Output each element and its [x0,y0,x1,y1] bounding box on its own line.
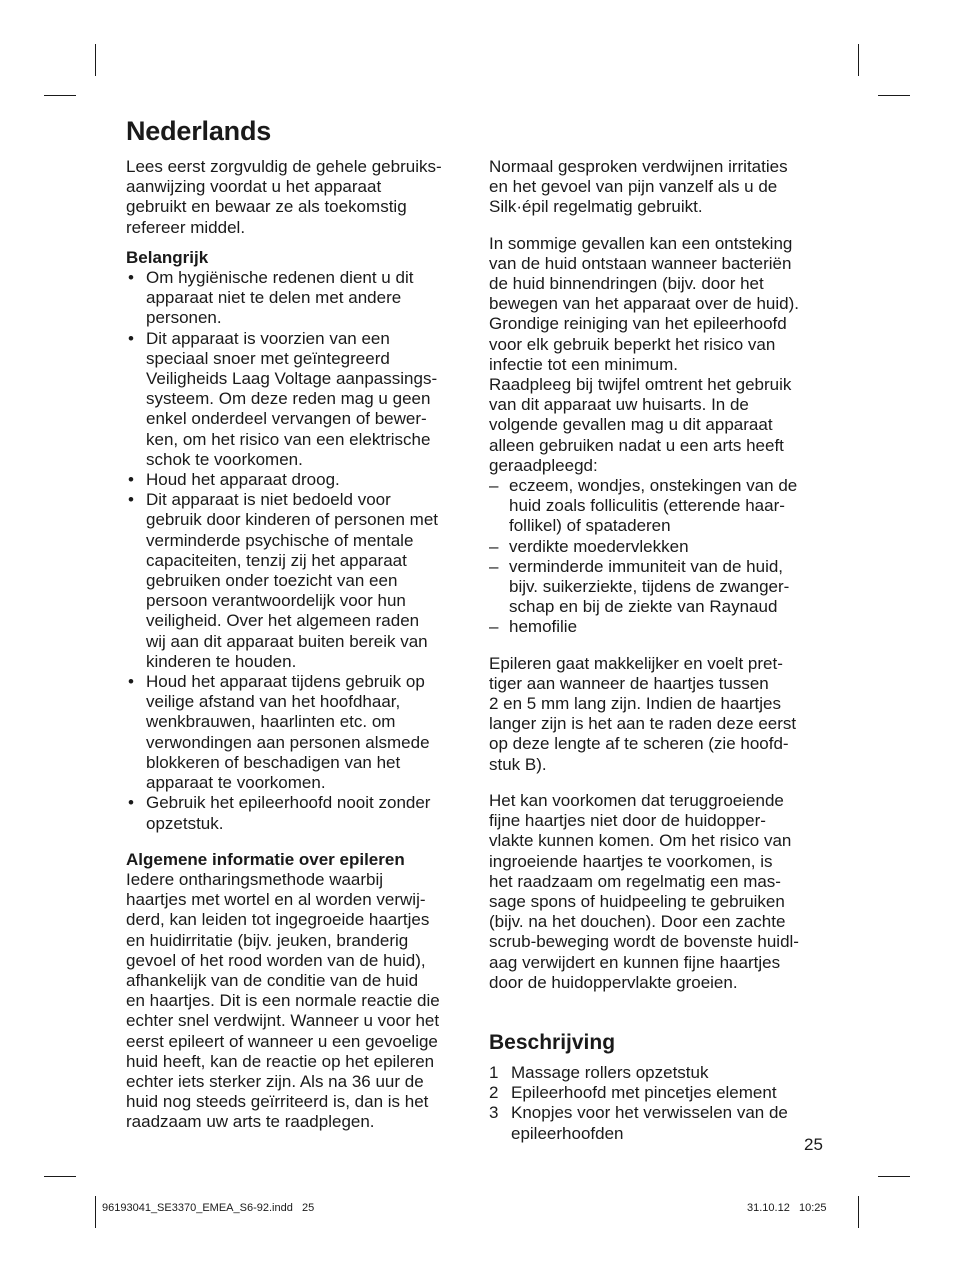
text-line: gevoel of het rood worden van de huid), [126,950,426,970]
text-line: gebruiken onder toezicht van een [146,571,398,591]
text-line: enkel onderdeel vervangen of bewer- [146,409,427,429]
text-line: Gebruik het epileerhoofd nooit zonder [146,793,431,813]
text-line: blokkeren of beschadigen van het [146,752,401,772]
text-line: raadzaam uw arts te raadplegen. [126,1112,375,1132]
text-line: op deze lengte af te scheren (zie hoofd- [489,734,789,754]
list-marker: • [128,793,134,813]
text-line: systeem. Om deze reden mag u geen [146,389,431,409]
text-line: aag verwijdert en kunnen fijne haartjes [489,952,781,972]
description-heading: Beschrijving [489,1030,616,1054]
text-line: hemofilie [509,617,578,637]
crop-mark [44,95,76,96]
text-line: opzetstuk. [146,813,224,833]
crop-mark [95,44,96,76]
dash-item [489,476,834,537]
list-marker: • [128,490,134,510]
text-line: van de huid ontstaan wanneer bacteriën [489,253,792,273]
list-marker: – [489,617,499,637]
text-line: Dit apparaat is niet bedoeld voor [146,490,391,510]
text-line: capaciteiten, tenzij zij het apparaat [146,550,407,570]
text-line: afhankelijk van de conditie van de huid [126,970,419,990]
text-line: en het gevoel van pijn vanzelf als u de [489,177,778,197]
list-marker: • [128,470,134,490]
list-marker: • [128,328,134,348]
text-line: de huid binnendringen (bijv. door het [489,274,764,294]
general-info-heading: Algemene informatie over epileren [126,849,405,869]
text-line: refereer middel. [126,217,246,237]
text-line: haartjes met wortel en al worden verwij- [126,890,426,910]
text-line: Om hygiënische redenen dient u dit [146,268,414,288]
text-line: gebruikt en bewaar ze als toekomstig [126,197,407,217]
dash-item [489,617,834,637]
text-line: huid zoals folliculitis (etterende haar- [509,496,785,516]
page-number: 25 [804,1135,823,1154]
bullet-item [126,329,471,470]
text-line: eczeem, wondjes, onstekingen van de [509,476,798,496]
text-line: veilige afstand van het hoofdhaar, [146,692,401,712]
text-line: (bijv. na het douchen). Door een zachte [489,912,786,932]
text-line: wenkbrauwen, haarlinten etc. om [146,712,396,732]
intro-paragraph [126,157,471,238]
infection-paragraph [489,234,834,476]
text-line: Silk·épil regelmatig gebruikt. [489,197,703,217]
text-line: verdikte moedervlekken [509,536,689,556]
footer-file-info: 96193041_SE3370_EMEA_S6-92.indd 25 [102,1202,315,1214]
left-column [126,157,471,1143]
text-line: Raadpleeg bij twijfel omtrent het gebruik [489,375,792,395]
text-line: Grondige reiniging van het epileerhoofd [489,314,787,334]
text-line: epileerhoofden [511,1123,624,1143]
text-line: tiger aan wanneer de haartjes tussen [489,673,769,693]
text-line: echter snel verdwijnt. Wanneer u voor het [126,1011,440,1031]
text-line: persoon verantwoordelijk voor hun [146,591,406,611]
important-list [126,268,471,834]
bullet-item [126,470,471,490]
text-line: fijne haartjes niet door de huidopper- [489,811,766,831]
crop-mark [95,1196,96,1228]
text-line: Veiligheids Laag Voltage aanpassings- [146,369,438,389]
text-line: derd, kan leiden tot ingegroeide haartjes [126,910,430,930]
text-line: Normaal gesproken verdwijnen irritaties [489,157,788,176]
text-line: bijv. suikerziekte, tijdens de zwanger- [509,577,790,597]
contraindication-list [489,476,834,638]
text-line: schap en bij de ziekte van Raynaud [509,597,778,617]
description-item [489,1103,834,1143]
page-title: Nederlands [126,116,272,146]
text-line: langer zijn is het aan te raden deze eerst [489,714,797,734]
text-line: infectie tot een minimum. [489,354,678,374]
description-item [489,1083,834,1103]
right-column [489,157,834,1154]
text-line: en huidirritatie (bijv. jeuken, branderig [126,930,409,950]
list-marker: – [489,476,499,496]
text-line: het raadzaam om regelmatig een mas- [489,871,781,891]
text-line: follikel) of spataderen [509,516,671,536]
text-line: vlakte kunnen komen. Om het risico van [489,831,792,851]
crop-mark [44,1176,76,1177]
text-line: apparaat te voorkomen. [146,773,326,793]
general-info-paragraph [126,870,471,1133]
text-line: voor elk gebruik beperkt het risico van [489,334,776,354]
text-line: ingroeiende haartjes te voorkomen, is [489,851,773,871]
hair-length-paragraph [489,654,834,775]
text-line: verwondingen aan personen alsmede [146,732,430,752]
text-line: Knopjes voor het verwisselen van de [511,1103,788,1123]
text-line: kinderen te houden. [146,651,297,671]
irritation-paragraph [489,157,834,218]
text-line: personen. [146,308,222,328]
ingrown-hair-paragraph [489,791,834,993]
text-line: Epileren gaat makkelijker en voelt pret- [489,653,783,673]
dash-item [489,537,834,557]
crop-mark [878,1176,910,1177]
text-line: Het kan voorkomen dat teruggroeiende [489,790,784,810]
text-line: Dit apparaat is voorzien van een [146,328,390,348]
list-marker: – [489,536,499,556]
text-line: volgende gevallen mag u dit apparaat [489,415,773,435]
item-number: 3 [489,1103,499,1123]
list-marker: • [128,672,134,692]
list-marker: • [128,268,134,288]
text-line: echter iets sterker zijn. Als na 36 uur de [126,1071,424,1091]
text-line: Massage rollers opzetstuk [511,1062,709,1082]
text-line: aanwijzing voordat u het apparaat [126,177,382,197]
text-line: schok te voorkomen. [146,449,303,469]
text-line: Houd het apparaat tijdens gebruik op [146,672,425,692]
text-line: veiligheid. Over het algemeen raden [146,611,420,631]
text-line: wij aan dit apparaat buiten bereik van [146,631,428,651]
text-line: speciaal snoer met geïntegreerd [146,348,390,368]
bullet-item [126,793,471,833]
text-line: sage spons of huidpeeling te gebruiken [489,891,785,911]
text-line: verminderde psychische of mentale [146,530,414,550]
text-line: eerst epileert of wanneer u een gevoelige [126,1031,438,1051]
list-marker: – [489,556,499,576]
text-line: ken, om het risico van een elektrische [146,429,431,449]
text-line: gebruik door kinderen of personen met [146,510,439,530]
text-line: huid heeft, kan de reactie op het epileren [126,1051,435,1071]
text-line: Houd het apparaat droog. [146,470,340,490]
text-line: alleen gebruiken nadat u een arts heeft [489,435,784,455]
text-line: bewegen van het apparaat over de huid). [489,294,800,314]
text-line: Iedere ontharingsmethode waarbij [126,869,384,889]
description-list [489,1063,834,1144]
crop-mark [878,95,910,96]
dash-item [489,557,834,618]
text-line: door de huidoppervlakte groeien. [489,972,738,992]
text-line: huid nog steeds geïrriteerd is, dan is het [126,1092,429,1112]
text-line: en haartjes. Dit is een normale reactie die [126,991,440,1011]
text-line: In sommige gevallen kan een ontsteking [489,233,793,253]
item-number: 2 [489,1083,499,1103]
bullet-item [126,268,471,329]
text-line: Epileerhoofd met pincetjes element [511,1083,777,1103]
crop-mark [858,1196,859,1228]
bullet-item [126,490,471,672]
text-line: 2 en 5 mm lang zijn. Indien de haartjes [489,694,782,714]
crop-mark [858,44,859,76]
text-line: apparaat niet te delen met andere [146,288,402,308]
text-line: van dit apparaat uw huisarts. In de [489,395,749,415]
text-line: Lees eerst zorgvuldig de gehele gebruiks- [126,157,442,176]
footer-date: 31.10.12 10:25 [747,1202,827,1214]
item-number: 1 [489,1062,499,1082]
text-line: verminderde immuniteit van de huid, [509,556,784,576]
important-heading: Belangrijk [126,247,209,267]
text-line: stuk B). [489,754,547,774]
bullet-item [126,672,471,793]
text-line: geraadpleegd: [489,455,598,475]
text-line: scrub-beweging wordt de bovenste huidl- [489,932,799,952]
description-item [489,1063,834,1083]
